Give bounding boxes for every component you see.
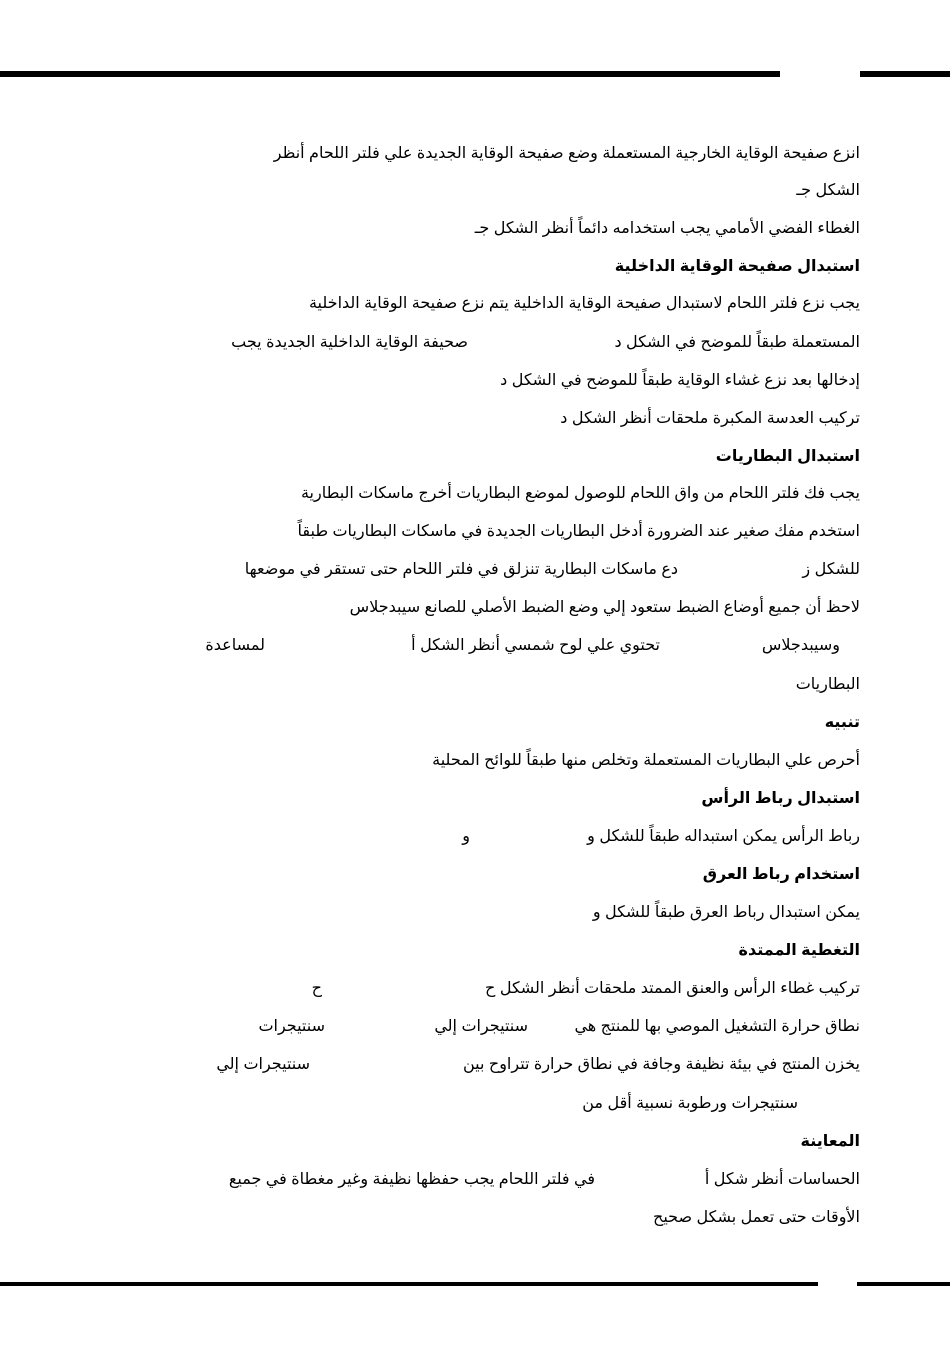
- bottom-rule-right: [857, 1282, 950, 1286]
- paragraph-line: يجب فك فلتر اللحام من واق اللحام للوصول لموضع البطاريات أخرج ماسكات البطارية: [300, 485, 860, 502]
- section-heading: استخدام رباط العرق: [702, 866, 860, 883]
- section-heading: استبدال رباط الرأس: [701, 790, 860, 807]
- paragraph-line: ح: [311, 980, 322, 997]
- paragraph-line: سنتيجرات إلي: [434, 1018, 528, 1035]
- paragraph-line: رباط الرأس يمكن استبداله طبقاً للشكل و: [587, 828, 860, 845]
- paragraph-line: دع ماسكات البطارية تنزلق في فلتر اللحام حتى تستقر في موضعها: [244, 561, 678, 578]
- section-heading: استبدال صفيحة الوقاية الداخلية: [614, 258, 860, 275]
- top-rule: [0, 71, 780, 77]
- paragraph-line: تحتوي علي لوح شمسي أنظر الشكل أ: [411, 637, 660, 654]
- section-heading: استبدال البطاريات: [715, 448, 860, 465]
- paragraph-line: للشكل ز: [802, 561, 860, 578]
- paragraph-line: المستعملة طبقاً للموضح في الشكل د: [614, 334, 860, 351]
- paragraph-line: الغطاء الفضي الأمامي يجب استخدامه دائماً أنظر الشكل جـ: [474, 220, 860, 237]
- section-heading: التغطية الممتدة: [738, 942, 860, 959]
- paragraph-line: الحساسات أنظر شكل أ: [704, 1171, 860, 1188]
- paragraph-line: سنتيجرات إلي: [216, 1056, 310, 1073]
- paragraph-line: البطاريات: [795, 676, 860, 693]
- paragraph-line: و: [462, 828, 470, 845]
- section-heading: المعاينة: [800, 1133, 860, 1150]
- paragraph-line: تركيب غطاء الرأس والعنق الممتد ملحقات أنظر الشكل ح: [485, 980, 860, 997]
- paragraph-line: صحيفة الوقاية الداخلية الجديدة يجب: [231, 334, 468, 351]
- paragraph-line: استخدم مفك صغير عند الضرورة أدخل البطاريات الجديدة في ماسكات البطاريات طبقاً: [297, 523, 860, 540]
- bottom-rule: [0, 1282, 818, 1286]
- paragraph-line: لمساعدة: [205, 637, 265, 654]
- paragraph-line: انزع صفيحة الوقاية الخارجية المستعملة وضع صفيحة الوقاية الجديدة علي فلتر اللحام أنظر: [273, 145, 860, 162]
- paragraph-line: أحرص علي البطاريات المستعملة وتخلص منها طبقاً للوائح المحلية: [432, 752, 860, 769]
- top-rule-right: [860, 71, 950, 77]
- paragraph-line: سنتيجرات ورطوبة نسبية أقل من: [582, 1095, 798, 1112]
- paragraph-line: تركيب العدسة المكبرة ملحقات أنظر الشكل د: [560, 410, 860, 427]
- paragraph-line: في فلتر اللحام يجب حفظها نظيفة وغير مغطاة في جميع: [228, 1171, 595, 1188]
- paragraph-line: سنتيجرات: [258, 1018, 325, 1035]
- paragraph-line: الأوقات حتى تعمل بشكل صحيح: [652, 1209, 860, 1226]
- paragraph-line: إدخالها بعد نزع غشاء الوقاية طبقاً للموضح في الشكل د: [500, 372, 860, 389]
- paragraph-line: يجب نزع فلتر اللحام لاستبدال صفيحة الوقاية الداخلية يتم نزع صفيحة الوقاية الداخلية: [308, 295, 860, 312]
- paragraph-line: الشكل جـ: [796, 182, 860, 199]
- paragraph-line: وسيبدجلاس: [761, 637, 840, 654]
- paragraph-line: نطاق حرارة التشغيل الموصي بها للمنتج هي: [574, 1018, 860, 1035]
- section-heading: تنبيه: [824, 714, 860, 731]
- paragraph-line: يخزن المنتج في بيئة نظيفة وجافة في نطاق حرارة تتراوح بين: [462, 1056, 860, 1073]
- paragraph-line: لاحظ أن جميع أوضاع الضبط ستعود إلي وضع الضبط الأصلي للصانع سيبدجلاس: [349, 599, 860, 616]
- paragraph-line: يمكن استبدال رباط العرق طبقاً للشكل و: [592, 904, 860, 921]
